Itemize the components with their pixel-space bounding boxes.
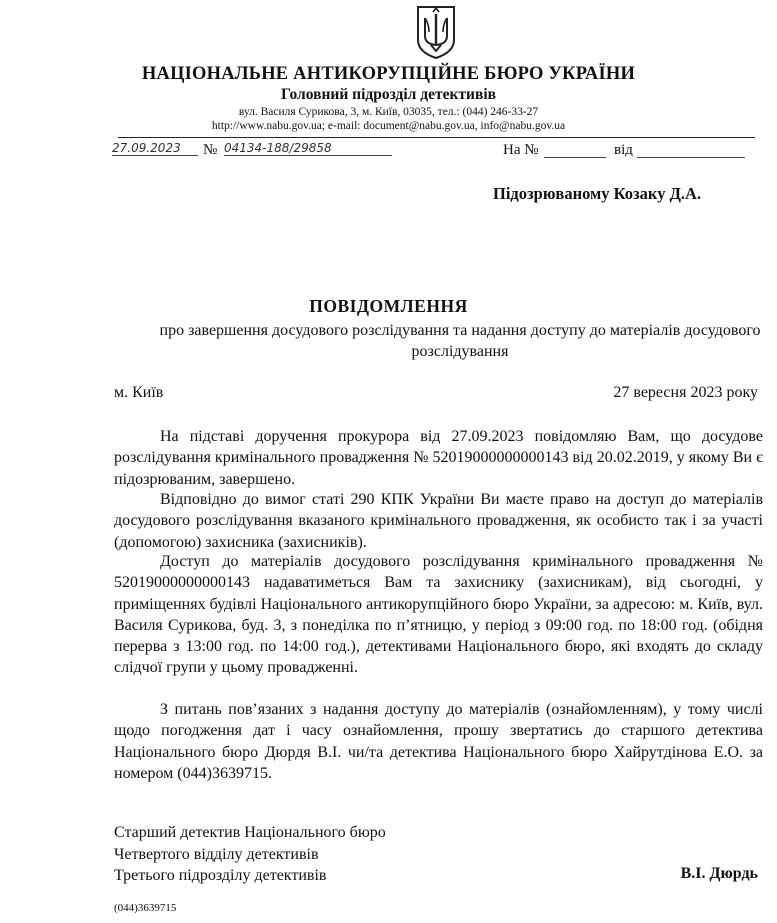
signer-position-line: Старший детектив Національного бюро (114, 824, 386, 841)
paragraph: Відповідно до вимог статі 290 КПК України Ви маєте право на доступ до матеріалів досудового розслідування вказаного кримінального провадження, як особисто так і за участі (допомогою) захисника (захисників). (114, 491, 763, 551)
paragraph: На підставі доручення прокурора від 27.09.2023 повідомляю Вам, що досудове розслідування кримінального провадження № 52019000000000143 від 20.02.2019, у якому Ви є підозрюваним, завершено. (114, 428, 763, 488)
org-address: вул. Василя Сурикова, 3, м. Київ, 03035, тел.: (044) 246-33-27 (238, 106, 539, 118)
footer-phone: (044)3639715 (114, 902, 177, 914)
header-divider (118, 137, 755, 138)
registration-date: 27.09.2023 (112, 141, 198, 156)
signer-name: В.І. Дюрдь (680, 865, 758, 882)
document-date: 27 вересня 2023 року (613, 384, 758, 401)
org-web-contacts: http://www.nabu.gov.ua; e-mail: document@nabu.gov.ua, info@nabu.gov.ua (211, 120, 566, 132)
incoming-date-label: від (614, 142, 633, 158)
document-title: ПОВІДОМЛЕННЯ (309, 296, 468, 316)
ukraine-trident-emblem-icon (414, 4, 458, 60)
paragraph: З питань пов’язаних з надання доступу до матеріалів (ознайомленням), у тому числі щодо погодження дат і часу ознайомлення, прошу звертатись до старшого детектива Національного бюро Дюрдя В.І. чи/та детектива Національного бюро Хайрутдінова Е.О. за номером (044)3639715. (114, 701, 763, 782)
place: м. Київ (114, 384, 164, 401)
incoming-number-label: На № (503, 142, 539, 158)
document-subtitle: про завершення досудового розслідування та надання доступу до матеріалів досудового розслідування (159, 322, 761, 360)
unit-name: Головний підрозділ детективів (281, 86, 496, 103)
registration-number-label: № (203, 142, 218, 158)
signer-position-line: Четвертого відділу детективів (114, 845, 319, 863)
signer-position-line: Третього підрозділу детективів (114, 867, 327, 884)
organization-name: НАЦІОНАЛЬНЕ АНТИКОРУПЦІЙНЕ БЮРО УКРАЇНИ (141, 64, 636, 84)
signer-position (114, 822, 386, 887)
registration-number: 04134-188/29858 (224, 141, 392, 156)
paragraph: Доступ до матеріалів досудового розслідування кримінального провадження № 52019000000000143 надаватиметься Вам та захиснику (захисникам), від сьогодні, у приміщеннях будівлі Національного антикорупційного бюро України, за адресою: м. Київ, вул. Василя Сурикова, буд. 3, з понеділка по п’ятницю, у період з 09:00 год. по 18:00 год. (обідня перерва з 13:00 год. по 14:00 год.), детективами Національного бюро, які входять до складу слідчої групи у цьому провадженні. (114, 553, 763, 677)
incoming-number-blank (544, 157, 606, 158)
incoming-date-blank (637, 157, 745, 158)
recipient: Підозрюваному Козаку Д.А. (493, 184, 702, 203)
